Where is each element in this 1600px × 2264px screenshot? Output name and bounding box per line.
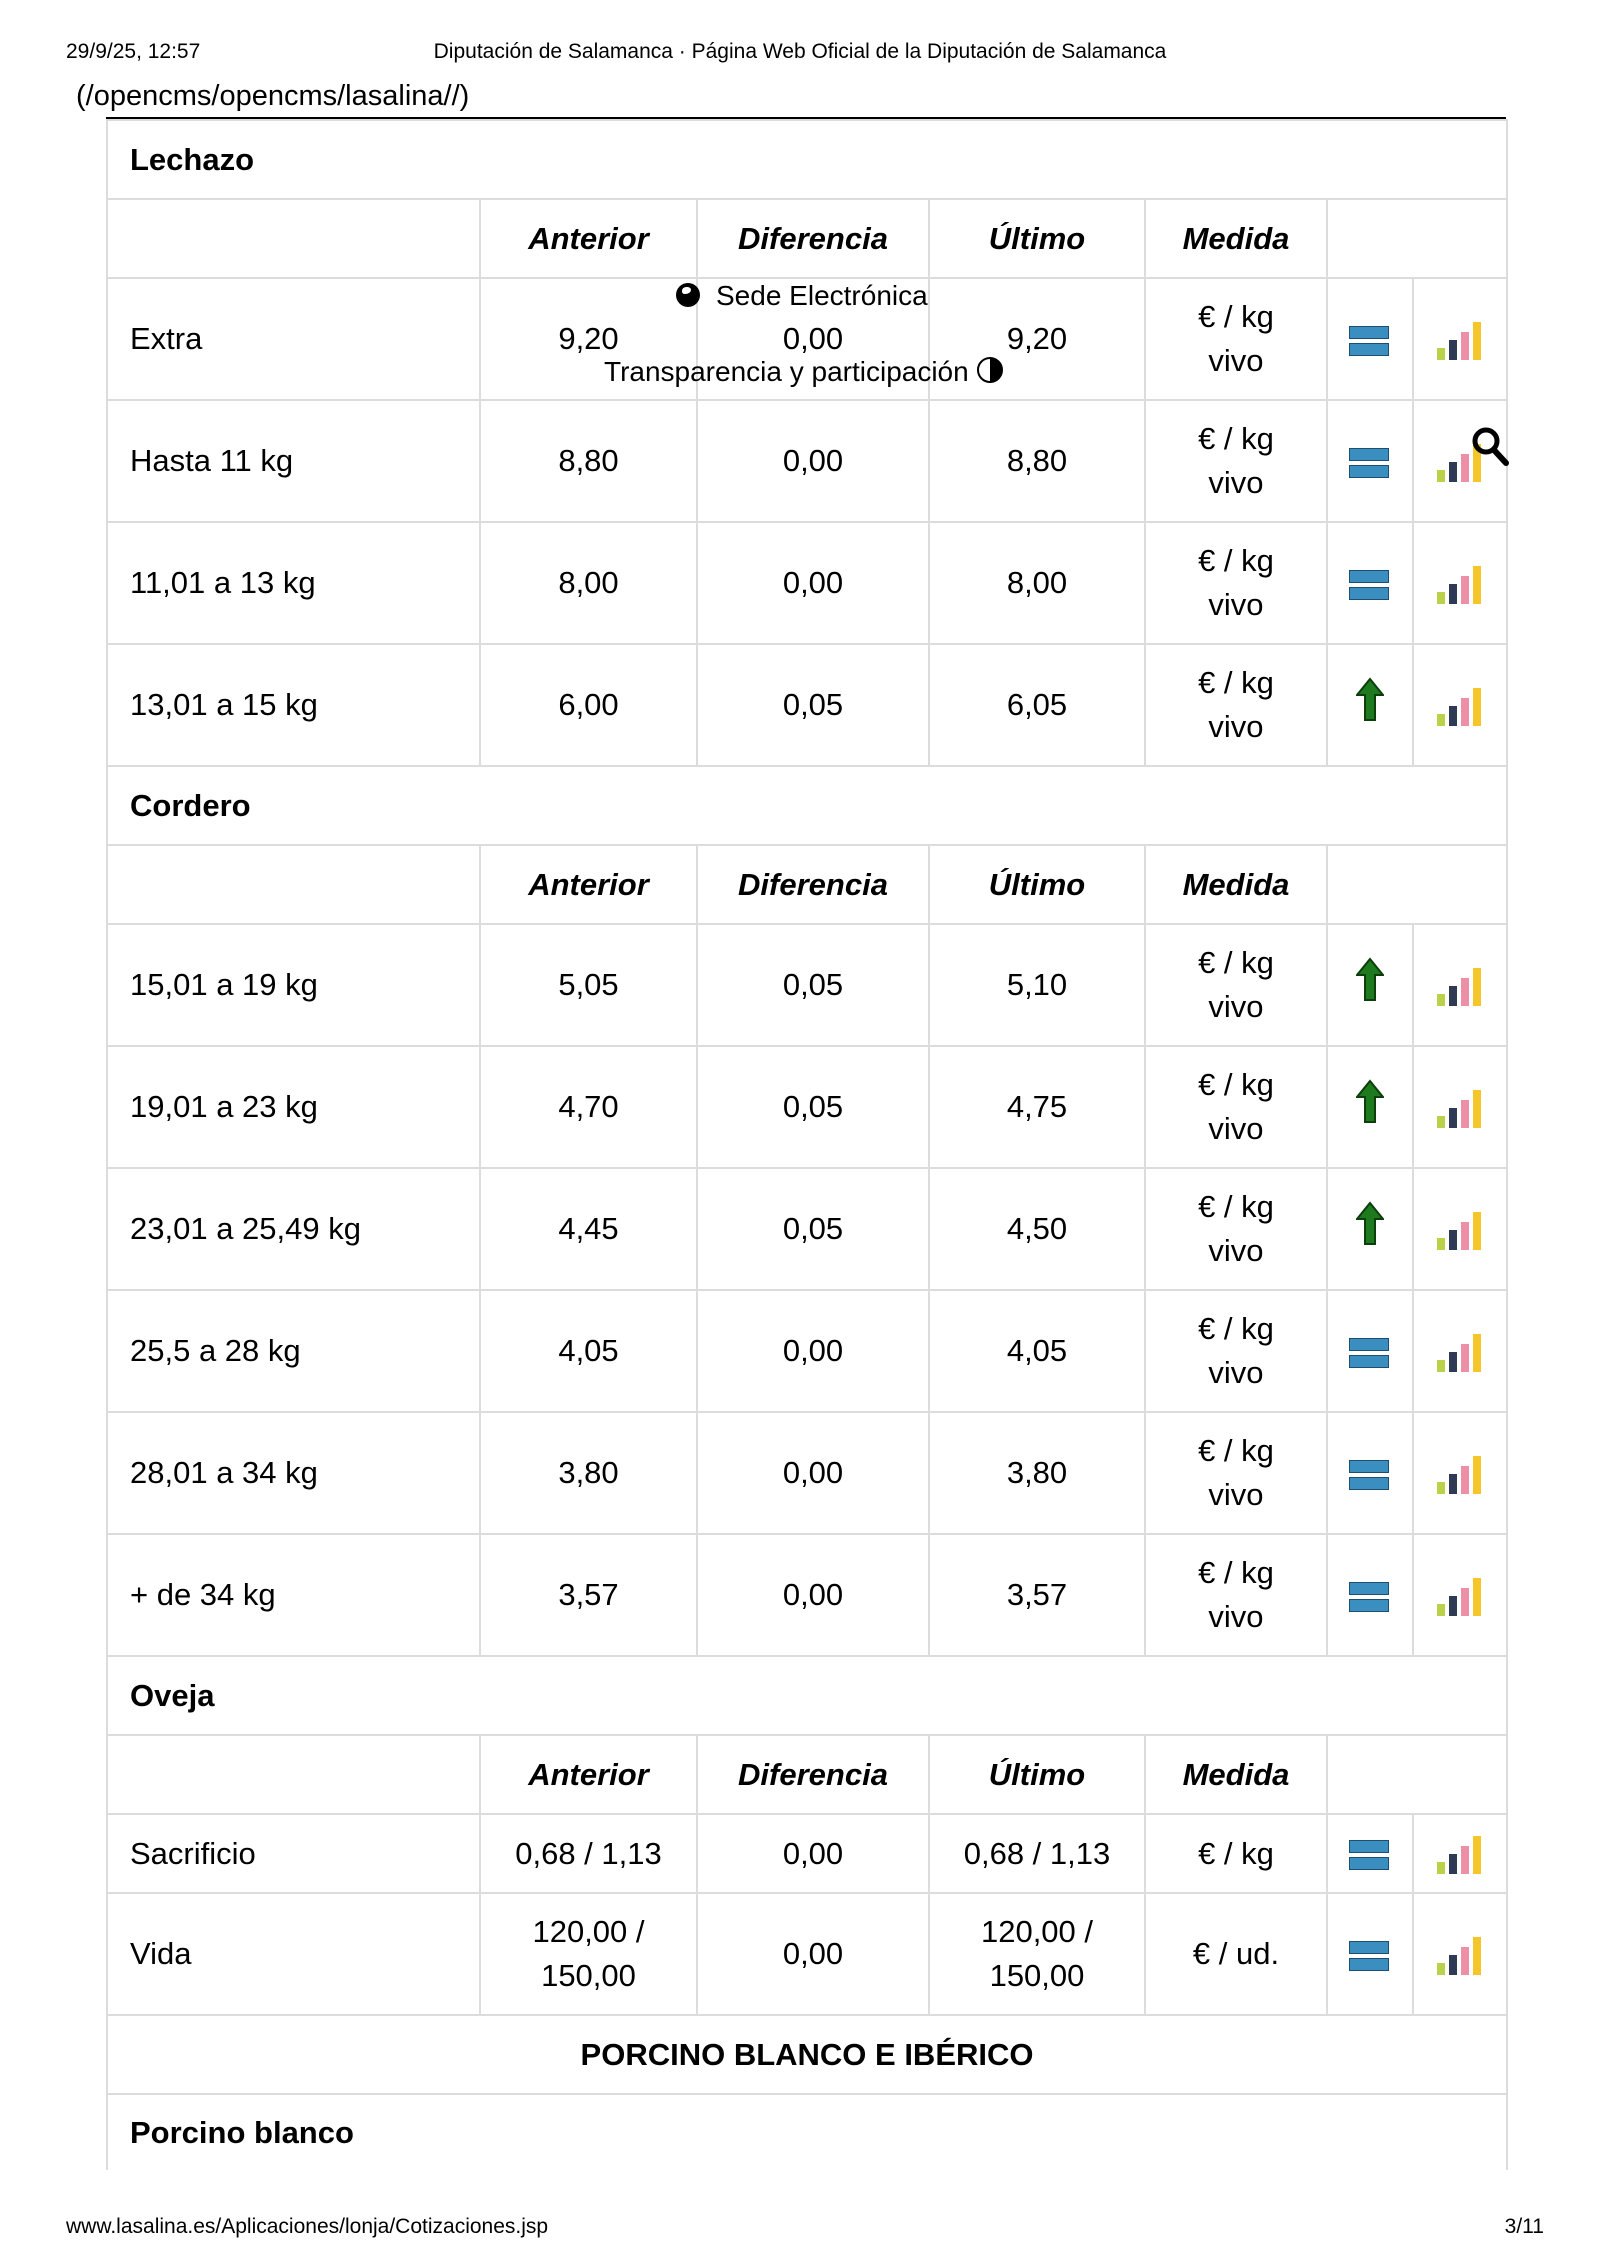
medida-value: [1145, 1046, 1327, 1168]
chart-cell[interactable]: [1413, 1046, 1507, 1168]
cell-line: 150,00: [541, 1958, 636, 1993]
medida-value: [1145, 1168, 1327, 1290]
cell-line: € / ud.: [1192, 1936, 1280, 1971]
ultimo-value: [929, 1893, 1145, 2015]
trend-cell: [1327, 522, 1413, 644]
trend-cell: [1327, 924, 1413, 1046]
header-medida: Medida: [1145, 845, 1327, 924]
cell-line: € / kg: [1198, 299, 1274, 334]
diferencia-value: 0,00: [697, 1814, 929, 1893]
section-title-row: [107, 2094, 1507, 2170]
chart-cell[interactable]: [1413, 1534, 1507, 1656]
row-name: Extra: [107, 278, 480, 400]
cell-line: € / kg: [1198, 421, 1274, 456]
medida-value: [1145, 522, 1327, 644]
cell-line: vivo: [1208, 709, 1264, 744]
anterior-value: 5,05: [480, 924, 697, 1046]
diferencia-value: 0,05: [697, 1046, 929, 1168]
bar-chart-icon[interactable]: [1437, 566, 1483, 604]
cell-line: 120,00 /: [532, 1914, 645, 1949]
row-name: 15,01 a 19 kg: [107, 924, 480, 1046]
header-ultimo: Último: [929, 1735, 1145, 1814]
header-blank: [107, 845, 480, 924]
cell-line: vivo: [1208, 1233, 1264, 1268]
bar-chart-icon[interactable]: [1437, 1937, 1483, 1975]
trend-cell: [1327, 400, 1413, 522]
transparencia-link[interactable]: [604, 356, 1003, 388]
equal-icon: [1349, 1838, 1391, 1872]
row-name: 23,01 a 25,49 kg: [107, 1168, 480, 1290]
diferencia-value: 0,00: [697, 278, 929, 400]
equal-icon: [1349, 446, 1391, 480]
ultimo-value: 9,20: [929, 278, 1145, 400]
row-name: 19,01 a 23 kg: [107, 1046, 480, 1168]
trend-cell: [1327, 1412, 1413, 1534]
header-diferencia: Diferencia: [697, 845, 929, 924]
header-ultimo: Último: [929, 845, 1145, 924]
cell-line: € / kg: [1198, 1555, 1274, 1590]
equal-icon: [1349, 1458, 1391, 1492]
cell-line: € / kg: [1198, 543, 1274, 578]
diferencia-value: 0,00: [697, 1290, 929, 1412]
bar-chart-icon[interactable]: [1437, 1578, 1483, 1616]
cell-line: € / kg: [1198, 665, 1274, 700]
table-row: [107, 522, 1507, 644]
up-arrow-icon: [1356, 1079, 1384, 1135]
cell-line: vivo: [1208, 465, 1264, 500]
chart-cell[interactable]: [1413, 1168, 1507, 1290]
cell-line: € / kg: [1198, 1835, 1274, 1871]
diferencia-value: 0,05: [697, 924, 929, 1046]
chart-cell[interactable]: [1413, 1893, 1507, 2015]
cell-line: € / kg: [1198, 945, 1274, 980]
diferencia-value: 0,00: [697, 1412, 929, 1534]
category-heading-row: [107, 2015, 1507, 2094]
cell-line: € / kg: [1198, 1311, 1274, 1346]
chart-cell[interactable]: [1413, 278, 1507, 400]
medida-value: [1145, 1412, 1327, 1534]
cell-line: 120,00 /: [980, 1914, 1094, 1949]
cell-line: vivo: [1208, 1111, 1264, 1146]
section-title-row: [107, 120, 1507, 199]
diferencia-value: 0,00: [697, 1893, 929, 2015]
header-blank: [107, 199, 480, 278]
row-name: 13,01 a 15 kg: [107, 644, 480, 766]
ultimo-value: 4,05: [929, 1290, 1145, 1412]
sede-electronica-link[interactable]: [676, 280, 928, 312]
table-row: [107, 1893, 1507, 2015]
table-row: [107, 1412, 1507, 1534]
row-name: 28,01 a 34 kg: [107, 1412, 480, 1534]
table-row: [107, 1046, 1507, 1168]
table-row: [107, 1290, 1507, 1412]
cell-line: 0,68 / 1,13: [515, 1835, 662, 1871]
bar-chart-icon[interactable]: [1437, 322, 1483, 360]
header-diferencia: Diferencia: [697, 199, 929, 278]
equal-icon: [1349, 324, 1391, 358]
diferencia-value: 0,05: [697, 644, 929, 766]
medida-value: [1145, 400, 1327, 522]
row-name: Vida: [107, 1893, 480, 2015]
bar-chart-icon[interactable]: [1437, 1212, 1483, 1250]
medida-value: [1145, 1534, 1327, 1656]
ultimo-value: 3,57: [929, 1534, 1145, 1656]
diferencia-value: 0,00: [697, 1534, 929, 1656]
medida-value: [1145, 1893, 1327, 2015]
header-blank: [1327, 845, 1507, 924]
globe-icon: [676, 283, 700, 307]
bar-chart-icon[interactable]: [1437, 688, 1483, 726]
header-diferencia: Diferencia: [697, 1735, 929, 1814]
table-row: [107, 1168, 1507, 1290]
print-header: [0, 38, 1600, 68]
row-name: 25,5 a 28 kg: [107, 1290, 480, 1412]
cell-line: vivo: [1208, 587, 1264, 622]
trend-cell: [1327, 1814, 1413, 1893]
category-heading: PORCINO BLANCO E IBÉRICO: [107, 2015, 1507, 2094]
header-blank: [1327, 199, 1507, 278]
section-title: Oveja: [107, 1656, 1507, 1735]
section-title: Lechazo: [107, 120, 1507, 199]
equal-icon: [1349, 1580, 1391, 1614]
bar-chart-icon[interactable]: [1437, 1836, 1483, 1874]
anterior-value: 4,05: [480, 1290, 697, 1412]
print-datetime: 29/9/25, 12:57: [66, 40, 201, 63]
print-page-title: Diputación de Salamanca · Página Web Oficial de la Diputación de Salamanca: [433, 40, 1167, 63]
bar-chart-icon[interactable]: [1437, 1456, 1483, 1494]
transparencia-label: Transparencia y participación: [604, 356, 969, 387]
header-anterior: Anterior: [480, 1735, 697, 1814]
trend-cell: [1327, 1893, 1413, 2015]
medida-value: [1145, 278, 1327, 400]
column-header-row: [107, 1735, 1507, 1814]
ultimo-value: [929, 1814, 1145, 1893]
anterior-value: 4,45: [480, 1168, 697, 1290]
chart-cell[interactable]: [1413, 924, 1507, 1046]
row-name: + de 34 kg: [107, 1534, 480, 1656]
contrast-icon[interactable]: [977, 357, 1003, 383]
header-blank: [1327, 1735, 1507, 1814]
cell-line: € / kg: [1198, 1433, 1274, 1468]
trend-cell: [1327, 1290, 1413, 1412]
ultimo-value: 8,80: [929, 400, 1145, 522]
trend-cell: [1327, 644, 1413, 766]
ultimo-value: 6,05: [929, 644, 1145, 766]
medida-value: [1145, 924, 1327, 1046]
anterior-value: 6,00: [480, 644, 697, 766]
anterior-value: 9,20: [480, 278, 697, 400]
header-anterior: Anterior: [480, 199, 697, 278]
row-name: Sacrificio: [107, 1814, 480, 1893]
equal-icon: [1349, 1939, 1391, 1973]
table-row: [107, 400, 1507, 522]
trend-cell: [1327, 1534, 1413, 1656]
column-header-row: [107, 845, 1507, 924]
anterior-value: 3,57: [480, 1534, 697, 1656]
trend-cell: [1327, 1046, 1413, 1168]
ultimo-value: 8,00: [929, 522, 1145, 644]
up-arrow-icon: [1356, 957, 1384, 1013]
anterior-value: 3,80: [480, 1412, 697, 1534]
table-row: [107, 1534, 1507, 1656]
ultimo-value: 5,10: [929, 924, 1145, 1046]
row-name: 11,01 a 13 kg: [107, 522, 480, 644]
equal-icon: [1349, 568, 1391, 602]
bar-chart-icon[interactable]: [1437, 1334, 1483, 1372]
cell-line: 0,68 / 1,13: [963, 1835, 1111, 1871]
anterior-value: 4,70: [480, 1046, 697, 1168]
ultimo-value: 3,80: [929, 1412, 1145, 1534]
table-row: [107, 924, 1507, 1046]
price-table: [106, 119, 1508, 2170]
chart-cell[interactable]: [1413, 522, 1507, 644]
search-icon[interactable]: [1470, 425, 1510, 472]
section-title-row: [107, 1656, 1507, 1735]
trend-cell: [1327, 1168, 1413, 1290]
header-ultimo: Último: [929, 199, 1145, 278]
header-blank: [107, 1735, 480, 1814]
anterior-value: [480, 1893, 697, 2015]
cell-line: vivo: [1208, 989, 1264, 1024]
chart-cell[interactable]: [1413, 644, 1507, 766]
medida-value: [1145, 1814, 1327, 1893]
cell-line: vivo: [1208, 343, 1264, 378]
header-anterior: Anterior: [480, 845, 697, 924]
medida-value: [1145, 1290, 1327, 1412]
bar-chart-icon[interactable]: [1437, 968, 1483, 1006]
medida-value: [1145, 644, 1327, 766]
bar-chart-icon[interactable]: [1437, 1090, 1483, 1128]
column-header-row: [107, 199, 1507, 278]
chart-cell[interactable]: [1413, 1290, 1507, 1412]
header-medida: Medida: [1145, 199, 1327, 278]
table-row: [107, 1814, 1507, 1893]
cell-line: € / kg: [1198, 1189, 1274, 1224]
table-row: [107, 644, 1507, 766]
cell-line: 150,00: [989, 1958, 1085, 1993]
print-url: www.lasalina.es/Aplicaciones/lonja/Cotizaciones.jsp: [66, 2215, 549, 2238]
trend-cell: [1327, 278, 1413, 400]
row-name: Hasta 11 kg: [107, 400, 480, 522]
section-title: Porcino blanco: [107, 2094, 1507, 2170]
cell-line: vivo: [1208, 1477, 1264, 1512]
section-title-row: [107, 766, 1507, 845]
home-link[interactable]: (/opencms/opencms/lasalina//): [76, 80, 470, 112]
diferencia-value: 0,00: [697, 522, 929, 644]
up-arrow-icon: [1356, 677, 1384, 733]
anterior-value: 8,80: [480, 400, 697, 522]
up-arrow-icon: [1356, 1201, 1384, 1257]
diferencia-value: 0,05: [697, 1168, 929, 1290]
section-title: Cordero: [107, 766, 1507, 845]
cell-line: € / kg: [1198, 1067, 1274, 1102]
chart-cell[interactable]: [1413, 1412, 1507, 1534]
page-number: 3/11: [1504, 2215, 1544, 2238]
chart-cell[interactable]: [1413, 1814, 1507, 1893]
header-medida: Medida: [1145, 1735, 1327, 1814]
equal-icon: [1349, 1336, 1391, 1370]
diferencia-value: 0,00: [697, 400, 929, 522]
ultimo-value: 4,50: [929, 1168, 1145, 1290]
ultimo-value: 4,75: [929, 1046, 1145, 1168]
cell-line: vivo: [1208, 1599, 1264, 1634]
sede-label: Sede Electrónica: [716, 280, 928, 311]
anterior-value: [480, 1814, 697, 1893]
anterior-value: 8,00: [480, 522, 697, 644]
cell-line: vivo: [1208, 1355, 1264, 1390]
